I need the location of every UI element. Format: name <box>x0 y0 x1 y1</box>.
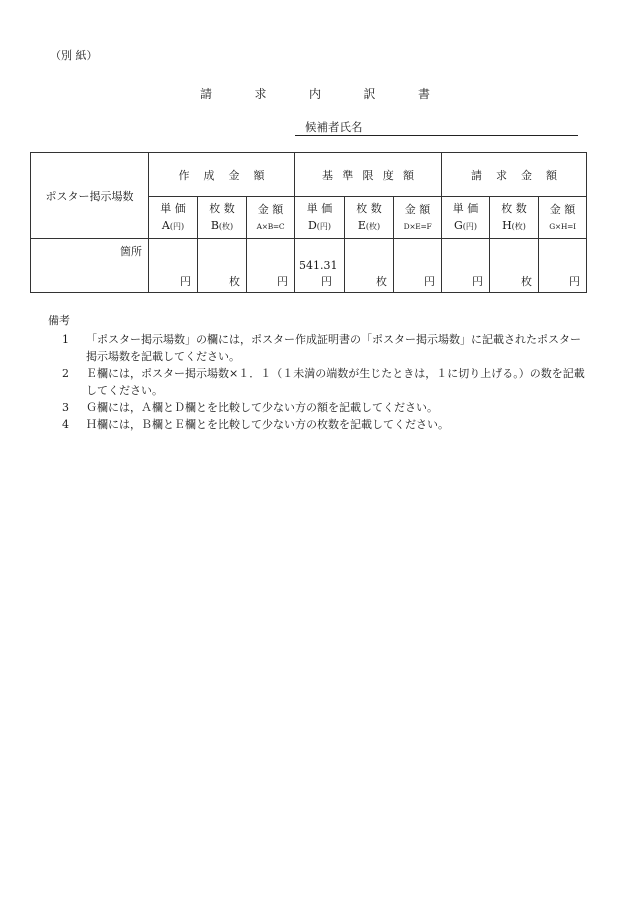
col-quantity-e <box>345 197 394 239</box>
remark-item <box>48 416 588 433</box>
candidate-name-label: 候補者氏名 <box>305 120 363 134</box>
subheader-letter: A <box>161 219 170 232</box>
subheader-letter: E <box>357 219 366 232</box>
col-unit-price-a <box>149 197 198 239</box>
group-char: 度 <box>382 168 394 182</box>
subheader-title: 単 価 <box>160 202 186 215</box>
group-char: 額 <box>546 168 557 182</box>
group-char: 基 <box>322 168 333 182</box>
cell-e[interactable] <box>345 239 394 293</box>
subheader-code <box>295 217 344 235</box>
cell-a[interactable] <box>149 239 198 293</box>
col-quantity-h <box>490 197 539 239</box>
request-amount-header <box>442 153 587 197</box>
subheader-unit: (円) <box>462 222 478 231</box>
group-char: 作 <box>178 168 190 182</box>
col-unit-price-d <box>295 197 345 239</box>
unit-label: 円 <box>569 275 580 288</box>
subheader-title: 金 額 <box>257 202 284 216</box>
group-char: 額 <box>253 168 265 182</box>
group-char: 額 <box>403 168 414 182</box>
subheader-formula: D×E=F <box>403 221 432 231</box>
cell-b[interactable] <box>198 239 247 293</box>
unit-label: 箇所 <box>120 245 142 258</box>
unit-price-d-value: 541.31 <box>299 259 338 272</box>
cell-f[interactable] <box>394 239 442 293</box>
unit-label: 円 <box>277 275 288 288</box>
col-amount-i <box>539 197 587 239</box>
subheader-formula: A×B=C <box>256 221 285 231</box>
remark-text: Ｇ欄には，Ａ欄とＤ欄とを比較して少ない方の額を記載してください。 <box>86 401 438 414</box>
cell-g[interactable] <box>442 239 490 293</box>
unit-label: 枚 <box>229 275 240 288</box>
unit-label: 円 <box>472 275 483 288</box>
col-unit-price-g <box>442 197 490 239</box>
subheader-unit: (枚) <box>218 222 234 231</box>
subheader-code <box>490 217 538 235</box>
cell-poster-site-count[interactable] <box>31 239 149 293</box>
subheader-letter: H <box>502 219 512 232</box>
remark-item <box>48 365 588 399</box>
cell-h[interactable] <box>490 239 539 293</box>
remarks-section <box>48 312 588 433</box>
cell-c[interactable] <box>247 239 295 293</box>
remark-number: 1 <box>62 333 69 346</box>
col-quantity-b <box>198 197 247 239</box>
remark-text: Ｈ欄には，Ｂ欄とＥ欄とを比較して少ない方の枚数を記載してください。 <box>86 418 449 431</box>
title-char: 請 <box>200 87 213 101</box>
remarks-heading: 備考 <box>48 314 70 327</box>
subheader-title: 単 価 <box>452 202 479 215</box>
unit-label: 枚 <box>521 275 532 288</box>
subheader-letter: G <box>453 219 463 232</box>
subheader-letter: D <box>307 219 317 232</box>
unit-label: 円 <box>180 275 191 288</box>
request-breakdown-table <box>30 152 587 293</box>
group-char: 限 <box>362 168 374 182</box>
remark-item <box>48 331 588 365</box>
remark-text: Ｅ欄には，ポスター掲示場数×１．１（１未満の端数が生じたときは，１に切り上げる。）の数を記載してください。 <box>86 367 585 397</box>
group-char: 金 <box>521 168 532 182</box>
subheader-formula: G×H=I <box>549 221 576 231</box>
document-title-chars <box>200 85 430 102</box>
subheader-code <box>149 217 197 235</box>
subheader-code <box>442 217 489 235</box>
subheader-code <box>198 217 246 235</box>
remark-number: 4 <box>62 418 69 431</box>
annex-label: （別 紙） <box>50 49 98 62</box>
remark-item <box>48 399 588 416</box>
subheader-title: 枚 数 <box>501 202 527 215</box>
title-char: 書 <box>417 87 430 101</box>
production-amount-header <box>149 153 295 197</box>
subheader-code <box>345 217 393 235</box>
cell-d[interactable] <box>295 239 345 293</box>
title-char: 求 <box>254 87 267 101</box>
table-row <box>31 239 587 293</box>
remark-text: 「ポスター掲示場数」の欄には，ポスター作成証明書の「ポスター掲示場数」に記載されたポスター掲示場数を記載してください。 <box>86 333 581 363</box>
subheader-unit: (円) <box>169 222 185 231</box>
cell-i[interactable] <box>539 239 587 293</box>
col-amount-f <box>394 197 442 239</box>
subheader-letter: B <box>210 219 219 232</box>
title-char: 内 <box>308 87 321 101</box>
subheader-unit: (枚) <box>365 222 381 231</box>
unit-label: 円 <box>424 275 435 288</box>
document-title <box>200 85 430 102</box>
subheader-unit: (枚) <box>511 222 526 231</box>
group-char: 準 <box>342 168 354 182</box>
subheader-title: 枚 数 <box>209 202 235 215</box>
subheader-title: 金 額 <box>404 202 431 216</box>
poster-site-count-header: ポスター掲示場数 <box>31 153 149 239</box>
group-char: 求 <box>496 168 507 182</box>
title-char: 訳 <box>363 87 376 101</box>
group-char: 金 <box>228 168 240 182</box>
subheader-unit: (円) <box>316 222 332 231</box>
group-char: 成 <box>203 168 215 182</box>
unit-label: 円 <box>321 275 332 288</box>
unit-label: 枚 <box>376 275 387 288</box>
subheader-title: 単 価 <box>306 202 333 215</box>
subheader-title: 金 額 <box>549 202 576 216</box>
remark-number: 2 <box>62 367 69 380</box>
group-char: 請 <box>471 168 482 182</box>
subheader-title: 枚 数 <box>356 202 382 215</box>
remark-number: 3 <box>62 401 69 414</box>
standard-limit-header <box>295 153 442 197</box>
candidate-name-field[interactable] <box>295 119 578 136</box>
col-amount-c <box>247 197 295 239</box>
